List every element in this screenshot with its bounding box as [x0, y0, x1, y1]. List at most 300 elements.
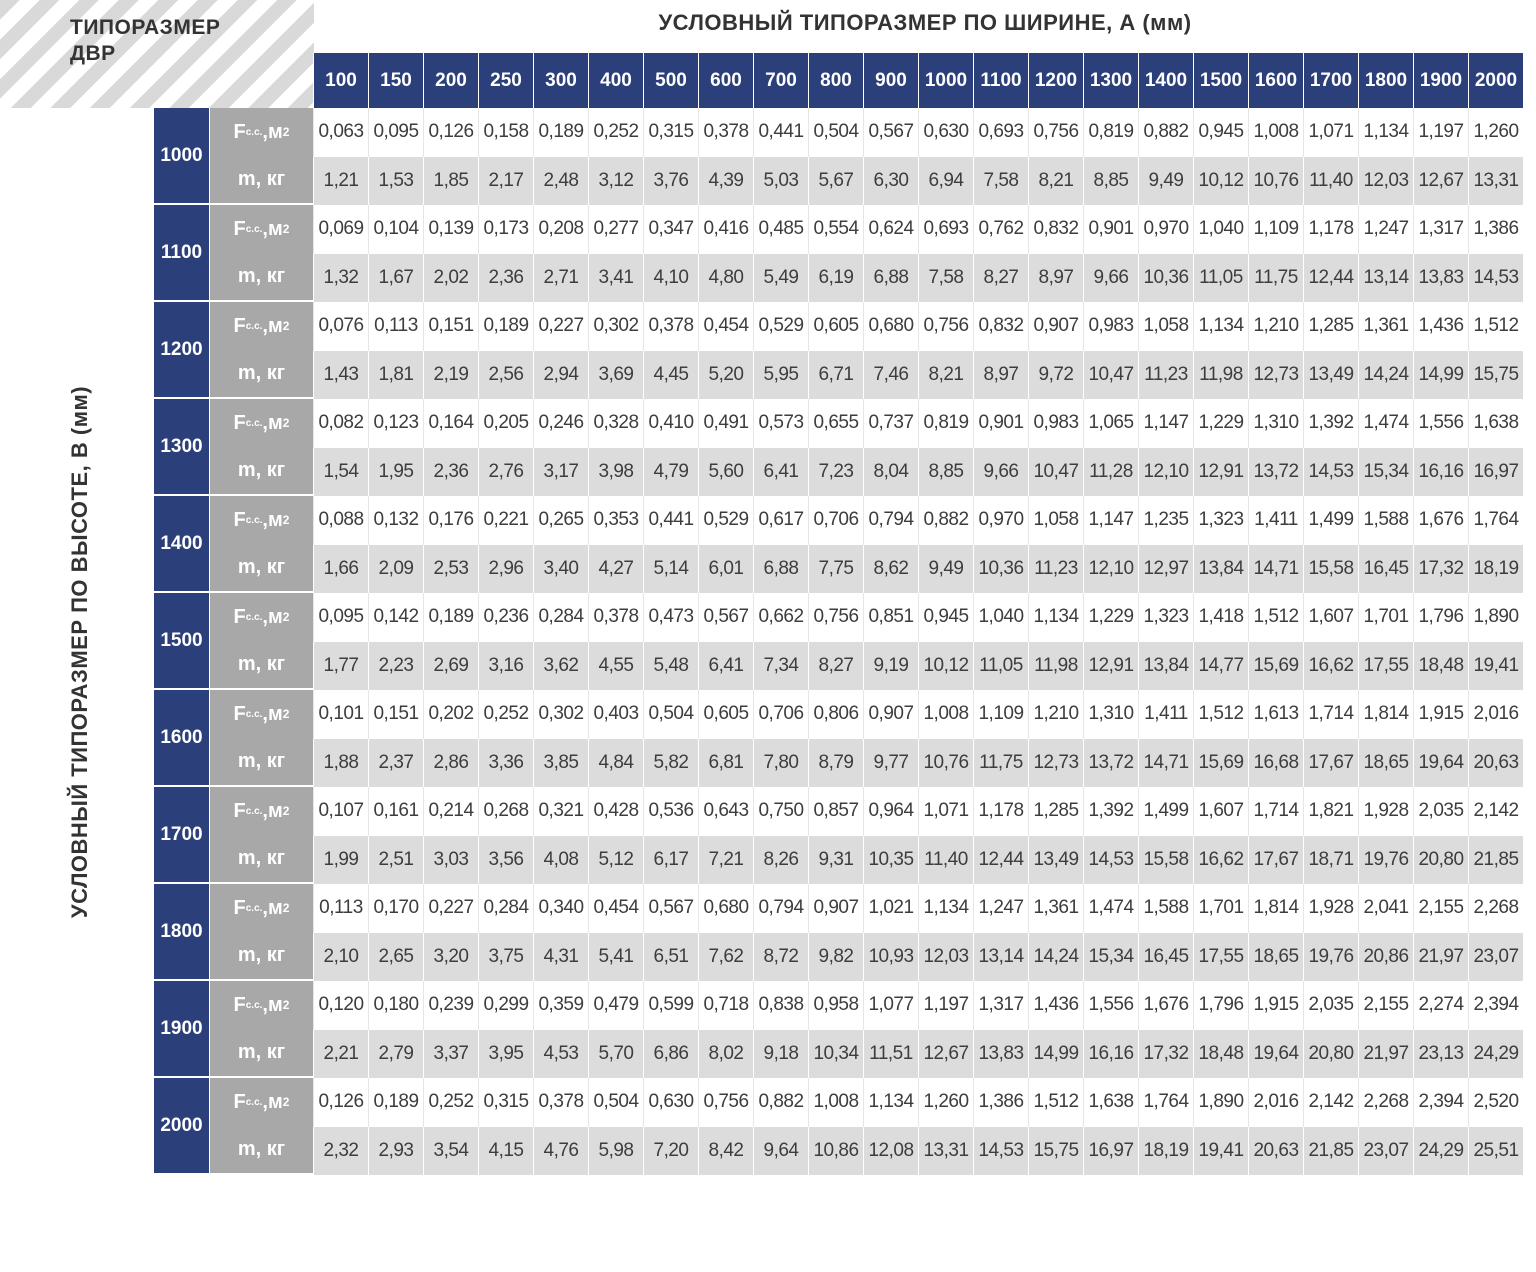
area-value-cell: 1,247 [1358, 205, 1413, 254]
mass-value-cell: 15,34 [1358, 448, 1413, 497]
mass-value-cell: 3,69 [588, 351, 643, 400]
area-value-cell: 0,410 [643, 399, 698, 448]
height-axis-title: УСЛОВНЫЙ ТИПОРАЗМЕР ПО ВЫСОТЕ, В (мм) [67, 385, 92, 919]
area-value-cell: 0,158 [478, 108, 533, 157]
area-value-cell: 0,454 [588, 884, 643, 933]
mass-value-cell: 11,98 [1193, 351, 1248, 400]
height-header-cell: 1200 [154, 302, 209, 399]
mass-value-cell: 20,80 [1303, 1030, 1358, 1079]
area-value-cell: 0,227 [423, 884, 478, 933]
mass-value-cell: 10,36 [973, 545, 1028, 594]
mass-value-cell: 12,91 [1193, 448, 1248, 497]
mass-value-cell: 10,34 [808, 1030, 863, 1079]
mass-value-cell: 18,71 [1303, 836, 1358, 885]
area-value-cell: 1,607 [1303, 593, 1358, 642]
area-value-cell: 0,958 [808, 981, 863, 1030]
area-value-cell: 0,838 [753, 981, 808, 1030]
area-value-cell: 0,901 [1083, 205, 1138, 254]
area-value-cell: 0,605 [808, 302, 863, 351]
area-value-cell: 0,416 [698, 205, 753, 254]
mass-value-cell: 5,20 [698, 351, 753, 400]
mass-value-cell: 1,43 [313, 351, 368, 400]
area-value-cell: 1,915 [1413, 690, 1468, 739]
area-value-cell: 1,436 [1028, 981, 1083, 1030]
area-value-cell: 0,599 [643, 981, 698, 1030]
mass-value-cell: 7,34 [753, 642, 808, 691]
param-label-f-sup: 2 [282, 513, 290, 528]
area-value-cell: 0,441 [643, 496, 698, 545]
width-header-cell: 1300 [1083, 53, 1138, 108]
area-value-cell: 1,317 [973, 981, 1028, 1030]
mass-value-cell: 14,53 [1083, 836, 1138, 885]
mass-value-cell: 16,16 [1083, 1030, 1138, 1079]
param-label-mass: m, кг [209, 545, 313, 594]
param-label-mass: m, кг [209, 254, 313, 303]
width-header-cell: 1500 [1193, 53, 1248, 108]
area-value-cell: 1,008 [808, 1078, 863, 1127]
mass-value-cell: 8,72 [753, 933, 808, 982]
mass-value-cell: 18,48 [1193, 1030, 1248, 1079]
mass-value-cell: 4,80 [698, 254, 753, 303]
mass-value-cell: 8,27 [808, 642, 863, 691]
width-header-cell: 800 [808, 53, 863, 108]
area-value-cell: 0,189 [423, 593, 478, 642]
area-value-cell: 1,474 [1358, 399, 1413, 448]
area-value-cell: 0,113 [313, 884, 368, 933]
mass-value-cell: 2,36 [478, 254, 533, 303]
mass-value-cell: 18,19 [1138, 1127, 1193, 1176]
height-header-cell: 1400 [154, 496, 209, 593]
area-value-cell: 0,907 [808, 884, 863, 933]
area-value-cell: 0,662 [753, 593, 808, 642]
area-value-cell: 0,126 [313, 1078, 368, 1127]
area-value-cell: 0,173 [478, 205, 533, 254]
param-label-f-unit: ,м [262, 314, 283, 337]
area-value-cell: 0,529 [698, 496, 753, 545]
area-value-cell: 0,252 [423, 1078, 478, 1127]
mass-value-cell: 23,07 [1358, 1127, 1413, 1176]
mass-value-cell: 10,47 [1028, 448, 1083, 497]
mass-value-cell: 8,85 [918, 448, 973, 497]
mass-value-cell: 18,65 [1248, 933, 1303, 982]
mass-value-cell: 11,05 [973, 642, 1028, 691]
mass-value-cell: 2,10 [313, 933, 368, 982]
mass-value-cell: 3,20 [423, 933, 478, 982]
area-value-cell: 0,132 [368, 496, 423, 545]
mass-value-cell: 5,98 [588, 1127, 643, 1176]
area-value-cell: 0,756 [698, 1078, 753, 1127]
area-value-cell: 2,394 [1468, 981, 1523, 1030]
mass-value-cell: 13,14 [1358, 254, 1413, 303]
mass-value-cell: 15,69 [1248, 642, 1303, 691]
area-value-cell: 0,221 [478, 496, 533, 545]
mass-value-cell: 16,16 [1413, 448, 1468, 497]
area-value-cell: 0,123 [368, 399, 423, 448]
mass-value-cell: 11,23 [1028, 545, 1083, 594]
table-corner-blank [154, 53, 313, 108]
area-value-cell: 0,970 [973, 496, 1028, 545]
mass-value-cell: 5,41 [588, 933, 643, 982]
area-value-cell: 1,285 [1028, 787, 1083, 836]
mass-value-cell: 14,71 [1138, 739, 1193, 788]
area-value-cell: 0,202 [423, 690, 478, 739]
mass-value-cell: 11,75 [1248, 254, 1303, 303]
mass-value-cell: 5,49 [753, 254, 808, 303]
param-label-f-sub: с.с. [245, 902, 263, 914]
area-value-cell: 1,178 [1303, 205, 1358, 254]
area-value-cell: 1,361 [1028, 884, 1083, 933]
mass-value-cell: 2,71 [533, 254, 588, 303]
param-label-f-main: F [233, 411, 246, 434]
mass-value-cell: 4,84 [588, 739, 643, 788]
mass-value-cell: 7,58 [918, 254, 973, 303]
area-value-cell: 2,142 [1303, 1078, 1358, 1127]
param-label-mass: m, кг [209, 739, 313, 788]
mass-value-cell: 6,81 [698, 739, 753, 788]
width-header-cell: 500 [643, 53, 698, 108]
area-value-cell: 1,890 [1193, 1078, 1248, 1127]
area-value-cell: 1,607 [1193, 787, 1248, 836]
param-label-f-sub: с.с. [245, 320, 263, 332]
area-value-cell: 1,714 [1248, 787, 1303, 836]
area-value-cell: 0,630 [643, 1078, 698, 1127]
mass-value-cell: 2,48 [533, 157, 588, 206]
mass-value-cell: 8,04 [863, 448, 918, 497]
param-label-f-unit: ,м [262, 799, 283, 822]
mass-value-cell: 1,21 [313, 157, 368, 206]
area-value-cell: 0,328 [588, 399, 643, 448]
area-value-cell: 1,361 [1358, 302, 1413, 351]
area-value-cell: 0,299 [478, 981, 533, 1030]
mass-value-cell: 3,16 [478, 642, 533, 691]
mass-value-cell: 19,64 [1413, 739, 1468, 788]
mass-value-cell: 2,69 [423, 642, 478, 691]
area-value-cell: 0,170 [368, 884, 423, 933]
area-value-cell: 2,394 [1413, 1078, 1468, 1127]
area-value-cell: 0,151 [368, 690, 423, 739]
area-value-cell: 0,907 [1028, 302, 1083, 351]
mass-value-cell: 18,19 [1468, 545, 1523, 594]
mass-value-cell: 17,32 [1413, 545, 1468, 594]
param-label-f-sup: 2 [282, 125, 290, 140]
area-value-cell: 1,310 [1248, 399, 1303, 448]
param-label-f-sup: 2 [282, 1095, 290, 1110]
area-value-cell: 0,970 [1138, 205, 1193, 254]
mass-value-cell: 7,62 [698, 933, 753, 982]
mass-value-cell: 10,36 [1138, 254, 1193, 303]
area-value-cell: 0,693 [973, 108, 1028, 157]
mass-value-cell: 9,72 [1028, 351, 1083, 400]
area-value-cell: 0,265 [533, 496, 588, 545]
area-value-cell: 1,928 [1358, 787, 1413, 836]
width-header-cell: 1000 [918, 53, 973, 108]
area-value-cell: 1,814 [1358, 690, 1413, 739]
area-value-cell: 0,945 [918, 593, 973, 642]
area-value-cell: 0,693 [918, 205, 973, 254]
area-value-cell: 0,189 [533, 108, 588, 157]
param-label-f-sub: с.с. [245, 708, 263, 720]
mass-value-cell: 1,32 [313, 254, 368, 303]
mass-value-cell: 4,55 [588, 642, 643, 691]
param-label-f-sup: 2 [282, 610, 290, 625]
area-value-cell: 0,504 [588, 1078, 643, 1127]
param-label-f-main: F [233, 120, 246, 143]
area-value-cell: 1,109 [1248, 205, 1303, 254]
area-value-cell: 0,907 [863, 690, 918, 739]
mass-value-cell: 24,29 [1468, 1030, 1523, 1079]
param-label-f-unit: ,м [262, 896, 283, 919]
area-value-cell: 0,268 [478, 787, 533, 836]
mass-value-cell: 8,21 [1028, 157, 1083, 206]
mass-value-cell: 15,75 [1028, 1127, 1083, 1176]
width-header-cell: 600 [698, 53, 753, 108]
area-value-cell: 1,814 [1248, 884, 1303, 933]
mass-value-cell: 15,34 [1083, 933, 1138, 982]
area-value-cell: 0,567 [698, 593, 753, 642]
width-header-cell: 300 [533, 53, 588, 108]
area-value-cell: 0,302 [533, 690, 588, 739]
area-value-cell: 0,454 [698, 302, 753, 351]
area-value-cell: 0,189 [478, 302, 533, 351]
area-value-cell: 1,418 [1193, 593, 1248, 642]
area-value-cell: 0,095 [368, 108, 423, 157]
param-label-area [209, 593, 313, 642]
mass-value-cell: 4,15 [478, 1127, 533, 1176]
height-header-cell: 1300 [154, 399, 209, 496]
area-value-cell: 1,134 [1028, 593, 1083, 642]
area-value-cell: 2,268 [1358, 1078, 1413, 1127]
mass-value-cell: 4,31 [533, 933, 588, 982]
mass-value-cell: 21,97 [1358, 1030, 1413, 1079]
mass-value-cell: 25,51 [1468, 1127, 1523, 1176]
mass-value-cell: 12,91 [1083, 642, 1138, 691]
mass-value-cell: 3,98 [588, 448, 643, 497]
area-value-cell: 1,512 [1193, 690, 1248, 739]
width-header-cell: 200 [423, 53, 478, 108]
param-label-f-unit: ,м [262, 120, 283, 143]
mass-value-cell: 15,58 [1303, 545, 1358, 594]
param-label-f-unit: ,м [262, 702, 283, 725]
mass-value-cell: 13,14 [973, 933, 1028, 982]
param-label-f-main: F [233, 508, 246, 531]
mass-value-cell: 11,98 [1028, 642, 1083, 691]
area-value-cell: 1,764 [1138, 1078, 1193, 1127]
param-label-f-main: F [233, 314, 246, 337]
mass-value-cell: 21,97 [1413, 933, 1468, 982]
mass-value-cell: 14,99 [1028, 1030, 1083, 1079]
mass-value-cell: 21,85 [1468, 836, 1523, 885]
area-value-cell: 1,890 [1468, 593, 1523, 642]
area-value-cell: 2,016 [1468, 690, 1523, 739]
mass-value-cell: 5,60 [698, 448, 753, 497]
param-label-f-main: F [233, 993, 246, 1016]
area-value-cell: 0,113 [368, 302, 423, 351]
area-value-cell: 1,210 [1248, 302, 1303, 351]
area-value-cell: 0,762 [973, 205, 1028, 254]
area-value-cell: 1,134 [1193, 302, 1248, 351]
corner-title-line2: ДВР [70, 42, 116, 65]
mass-value-cell: 4,45 [643, 351, 698, 400]
mass-value-cell: 9,49 [918, 545, 973, 594]
mass-value-cell: 1,81 [368, 351, 423, 400]
mass-value-cell: 20,63 [1248, 1127, 1303, 1176]
mass-value-cell: 13,49 [1028, 836, 1083, 885]
mass-value-cell: 4,79 [643, 448, 698, 497]
mass-value-cell: 20,80 [1413, 836, 1468, 885]
area-value-cell: 0,983 [1083, 302, 1138, 351]
mass-value-cell: 8,26 [753, 836, 808, 885]
param-label-area [209, 690, 313, 739]
area-value-cell: 1,310 [1083, 690, 1138, 739]
param-label-area [209, 1078, 313, 1127]
area-value-cell: 1,147 [1138, 399, 1193, 448]
area-value-cell: 1,134 [1358, 108, 1413, 157]
area-value-cell: 0,794 [863, 496, 918, 545]
mass-value-cell: 14,53 [1468, 254, 1523, 303]
mass-value-cell: 6,01 [698, 545, 753, 594]
mass-value-cell: 6,19 [808, 254, 863, 303]
mass-value-cell: 19,76 [1303, 933, 1358, 982]
height-header-cell: 2000 [154, 1078, 209, 1175]
height-header-cell: 1000 [154, 108, 209, 205]
area-value-cell: 1,701 [1193, 884, 1248, 933]
mass-value-cell: 17,55 [1358, 642, 1413, 691]
mass-value-cell: 13,84 [1193, 545, 1248, 594]
area-value-cell: 0,567 [863, 108, 918, 157]
mass-value-cell: 16,97 [1083, 1127, 1138, 1176]
area-value-cell: 1,134 [918, 884, 973, 933]
area-value-cell: 0,340 [533, 884, 588, 933]
param-label-f-main: F [233, 1090, 246, 1113]
area-value-cell: 1,197 [1413, 108, 1468, 157]
area-value-cell: 0,756 [808, 593, 863, 642]
area-value-cell: 1,021 [863, 884, 918, 933]
mass-value-cell: 4,39 [698, 157, 753, 206]
area-value-cell: 0,180 [368, 981, 423, 1030]
area-value-cell: 0,485 [753, 205, 808, 254]
param-label-f-sub: с.с. [245, 417, 263, 429]
area-value-cell: 0,529 [753, 302, 808, 351]
area-value-cell: 1,764 [1468, 496, 1523, 545]
area-value-cell: 2,035 [1413, 787, 1468, 836]
mass-value-cell: 21,85 [1303, 1127, 1358, 1176]
area-value-cell: 0,403 [588, 690, 643, 739]
area-value-cell: 0,718 [698, 981, 753, 1030]
mass-value-cell: 7,21 [698, 836, 753, 885]
mass-value-cell: 3,85 [533, 739, 588, 788]
area-value-cell: 1,229 [1083, 593, 1138, 642]
area-value-cell: 0,347 [643, 205, 698, 254]
param-label-f-sub: с.с. [245, 611, 263, 623]
area-value-cell: 1,411 [1248, 496, 1303, 545]
mass-value-cell: 2,23 [368, 642, 423, 691]
mass-value-cell: 12,03 [1358, 157, 1413, 206]
area-value-cell: 0,277 [588, 205, 643, 254]
mass-value-cell: 1,54 [313, 448, 368, 497]
area-value-cell: 1,386 [1468, 205, 1523, 254]
mass-value-cell: 5,03 [753, 157, 808, 206]
area-value-cell: 1,499 [1138, 787, 1193, 836]
area-value-cell: 0,479 [588, 981, 643, 1030]
area-value-cell: 1,229 [1193, 399, 1248, 448]
param-label-f-main: F [233, 799, 246, 822]
mass-value-cell: 5,12 [588, 836, 643, 885]
area-value-cell: 1,638 [1468, 399, 1523, 448]
area-value-cell: 1,588 [1138, 884, 1193, 933]
area-value-cell: 0,655 [808, 399, 863, 448]
width-header-cell: 1600 [1248, 53, 1303, 108]
mass-value-cell: 2,65 [368, 933, 423, 982]
area-value-cell: 0,428 [588, 787, 643, 836]
param-label-f-sub: с.с. [245, 999, 263, 1011]
param-label-mass: m, кг [209, 351, 313, 400]
mass-value-cell: 3,12 [588, 157, 643, 206]
param-label-f-sub: с.с. [245, 1096, 263, 1108]
mass-value-cell: 8,62 [863, 545, 918, 594]
area-value-cell: 2,142 [1468, 787, 1523, 836]
mass-value-cell: 6,30 [863, 157, 918, 206]
mass-value-cell: 12,10 [1138, 448, 1193, 497]
area-value-cell: 0,107 [313, 787, 368, 836]
area-value-cell: 0,536 [643, 787, 698, 836]
area-value-cell: 1,556 [1413, 399, 1468, 448]
area-value-cell: 1,285 [1303, 302, 1358, 351]
mass-value-cell: 10,12 [1193, 157, 1248, 206]
param-label-f-sup: 2 [282, 901, 290, 916]
area-value-cell: 0,819 [918, 399, 973, 448]
area-value-cell: 2,155 [1358, 981, 1413, 1030]
mass-value-cell: 7,80 [753, 739, 808, 788]
mass-value-cell: 9,66 [973, 448, 1028, 497]
area-value-cell: 1,071 [1303, 108, 1358, 157]
area-value-cell: 0,302 [588, 302, 643, 351]
mass-value-cell: 11,05 [1193, 254, 1248, 303]
area-value-cell: 2,274 [1413, 981, 1468, 1030]
mass-value-cell: 18,65 [1358, 739, 1413, 788]
param-label-mass: m, кг [209, 1127, 313, 1176]
mass-value-cell: 2,79 [368, 1030, 423, 1079]
area-value-cell: 1,235 [1138, 496, 1193, 545]
mass-value-cell: 3,62 [533, 642, 588, 691]
mass-value-cell: 1,67 [368, 254, 423, 303]
area-value-cell: 1,928 [1303, 884, 1358, 933]
param-label-f-sup: 2 [282, 319, 290, 334]
area-value-cell: 1,392 [1083, 787, 1138, 836]
mass-value-cell: 13,49 [1303, 351, 1358, 400]
mass-value-cell: 23,07 [1468, 933, 1523, 982]
area-value-cell: 0,214 [423, 787, 478, 836]
area-value-cell: 0,573 [753, 399, 808, 448]
mass-value-cell: 8,21 [918, 351, 973, 400]
mass-value-cell: 3,36 [478, 739, 533, 788]
param-label-f-sub: с.с. [245, 805, 263, 817]
mass-value-cell: 2,96 [478, 545, 533, 594]
width-axis-title: УСЛОВНЫЙ ТИПОРАЗМЕР ПО ШИРИНЕ, А (мм) [658, 10, 1192, 35]
param-label-mass: m, кг [209, 933, 313, 982]
width-header-cell: 700 [753, 53, 808, 108]
mass-value-cell: 17,32 [1138, 1030, 1193, 1079]
mass-value-cell: 16,45 [1358, 545, 1413, 594]
param-label-f-sup: 2 [282, 998, 290, 1013]
size-table [154, 53, 1523, 1272]
param-label-f-unit: ,м [262, 508, 283, 531]
area-value-cell: 0,205 [478, 399, 533, 448]
area-value-cell: 0,252 [588, 108, 643, 157]
mass-value-cell: 15,69 [1193, 739, 1248, 788]
area-value-cell: 1,317 [1413, 205, 1468, 254]
mass-value-cell: 2,09 [368, 545, 423, 594]
area-value-cell: 1,512 [1468, 302, 1523, 351]
